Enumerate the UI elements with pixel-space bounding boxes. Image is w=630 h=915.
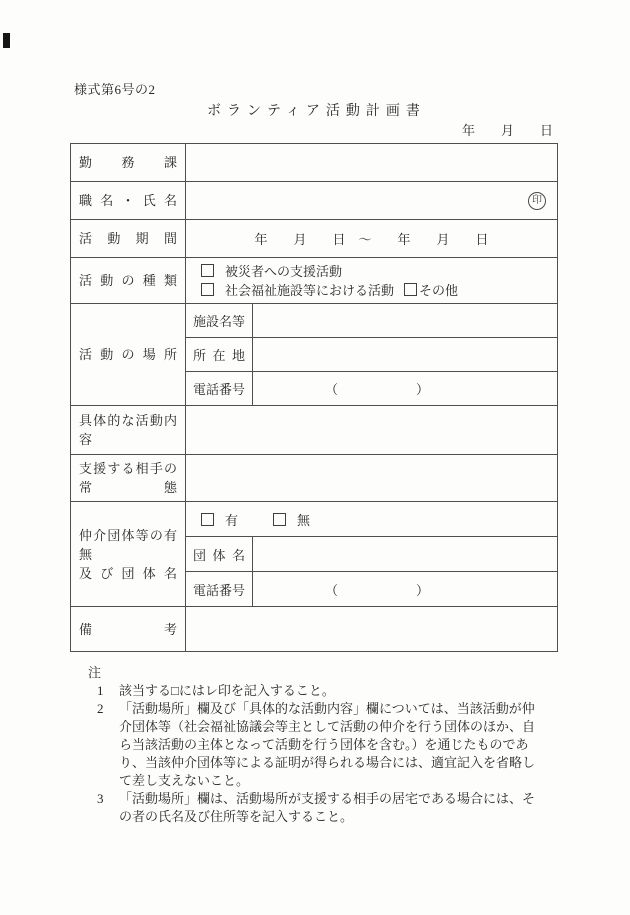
address-field — [253, 338, 558, 372]
row-details — [71, 406, 558, 455]
activity-type-options — [186, 258, 558, 304]
recipient-label-line1: 支援する相手の — [79, 461, 177, 476]
option-other — [404, 283, 458, 298]
row-name — [71, 182, 558, 220]
date-header: 年 月 日 — [461, 123, 553, 138]
notes-heading: 注 — [88, 665, 102, 680]
location-phone-field: （ ） — [253, 372, 558, 406]
period-field: 年 月 日 ～ 年 月 日 — [186, 220, 558, 258]
intermediary-phone-label: 電話番号 — [186, 572, 253, 607]
row-intermediary-options — [71, 502, 558, 537]
option-disaster-support — [186, 262, 557, 281]
note-item-2 — [88, 700, 540, 790]
checkbox-yes-icon — [201, 513, 214, 526]
checkbox-no-icon — [273, 513, 286, 526]
intermediary-yes-no — [186, 502, 558, 537]
note-text: 「活動場所」欄は、活動場所が支援する相手の居宅である場合には、その者の氏名及び住所等を記入すること。 — [119, 791, 536, 824]
checkbox-other-icon — [404, 283, 417, 296]
row-recipient — [71, 455, 558, 502]
row-work-section — [71, 144, 558, 182]
note-number: 2 — [97, 701, 104, 716]
details-label: 具体的な活動内容 — [71, 406, 186, 455]
option-yes-label: 有 — [225, 512, 239, 528]
seal-icon — [528, 192, 546, 210]
address-label: 所在地 — [186, 338, 253, 372]
activity-type-label: 活動の種類 — [71, 258, 186, 304]
name-field — [186, 182, 558, 220]
work-section-label: 勤務課 — [71, 144, 186, 182]
remarks-field — [186, 607, 558, 652]
page-title: ボランティア活動計画書 — [207, 104, 426, 119]
checkbox-disaster-support-icon — [201, 264, 214, 277]
row-remarks — [71, 607, 558, 652]
recipient-label — [71, 455, 186, 502]
row-activity-type — [71, 258, 558, 304]
option-no-label: 無 — [297, 512, 311, 528]
remarks-label: 備考 — [71, 607, 186, 652]
period-label: 活動期間 — [71, 220, 186, 258]
checkbox-welfare-facility-icon — [201, 283, 214, 296]
facility-field — [253, 304, 558, 338]
recipient-field — [186, 455, 558, 502]
scan-artifact-mark — [3, 33, 10, 48]
note-item-3 — [88, 790, 540, 826]
intermediary-label-line2: 及び団体名 — [79, 565, 177, 581]
work-section-field — [186, 144, 558, 182]
org-name-label: 団体名 — [186, 537, 253, 572]
option-welfare-facility — [186, 281, 557, 300]
location-label: 活動の場所 — [71, 304, 186, 406]
note-text: 該当する□にはレ印を記入すること。 — [119, 683, 335, 698]
note-text: 「活動場所」欄及び「具体的な活動内容」欄については、当該活動が仲介団体等（社会福祉協議会等主として活動の仲介を行う団体のほか、自ら当該活動の主体となって活動を行う団体を含む。）を通じたものであり、当該仲介団体等による証明が得られる場合には、適宜記入を省略して差し支えないこと。 — [119, 701, 536, 788]
form-content — [70, 82, 557, 652]
form-number: 様式第6号の2 — [74, 82, 156, 97]
details-field — [186, 406, 558, 455]
volunteer-plan-table — [70, 143, 558, 652]
seal-char: 印 — [532, 195, 542, 206]
note-number: 1 — [97, 683, 104, 698]
option-disaster-support-label: 被災者への支援活動 — [225, 263, 343, 279]
note-item-1 — [88, 682, 540, 700]
org-name-field — [253, 537, 558, 572]
option-other-label: その他 — [419, 282, 459, 298]
location-phone-label: 電話番号 — [186, 372, 253, 406]
facility-label: 施設名等 — [186, 304, 253, 338]
recipient-label-line2: 常態 — [79, 480, 177, 495]
intermediary-label — [71, 502, 186, 607]
notes-section — [88, 664, 540, 826]
intermediary-label-line1: 仲介団体等の有無 — [79, 527, 177, 562]
row-location-facility — [71, 304, 558, 338]
name-label: 職名・氏名 — [71, 182, 186, 220]
option-welfare-facility-label: 社会福祉施設等における活動 — [225, 282, 395, 298]
row-period — [71, 220, 558, 258]
note-number: 3 — [97, 791, 104, 806]
intermediary-phone-field: （ ） — [253, 572, 558, 607]
